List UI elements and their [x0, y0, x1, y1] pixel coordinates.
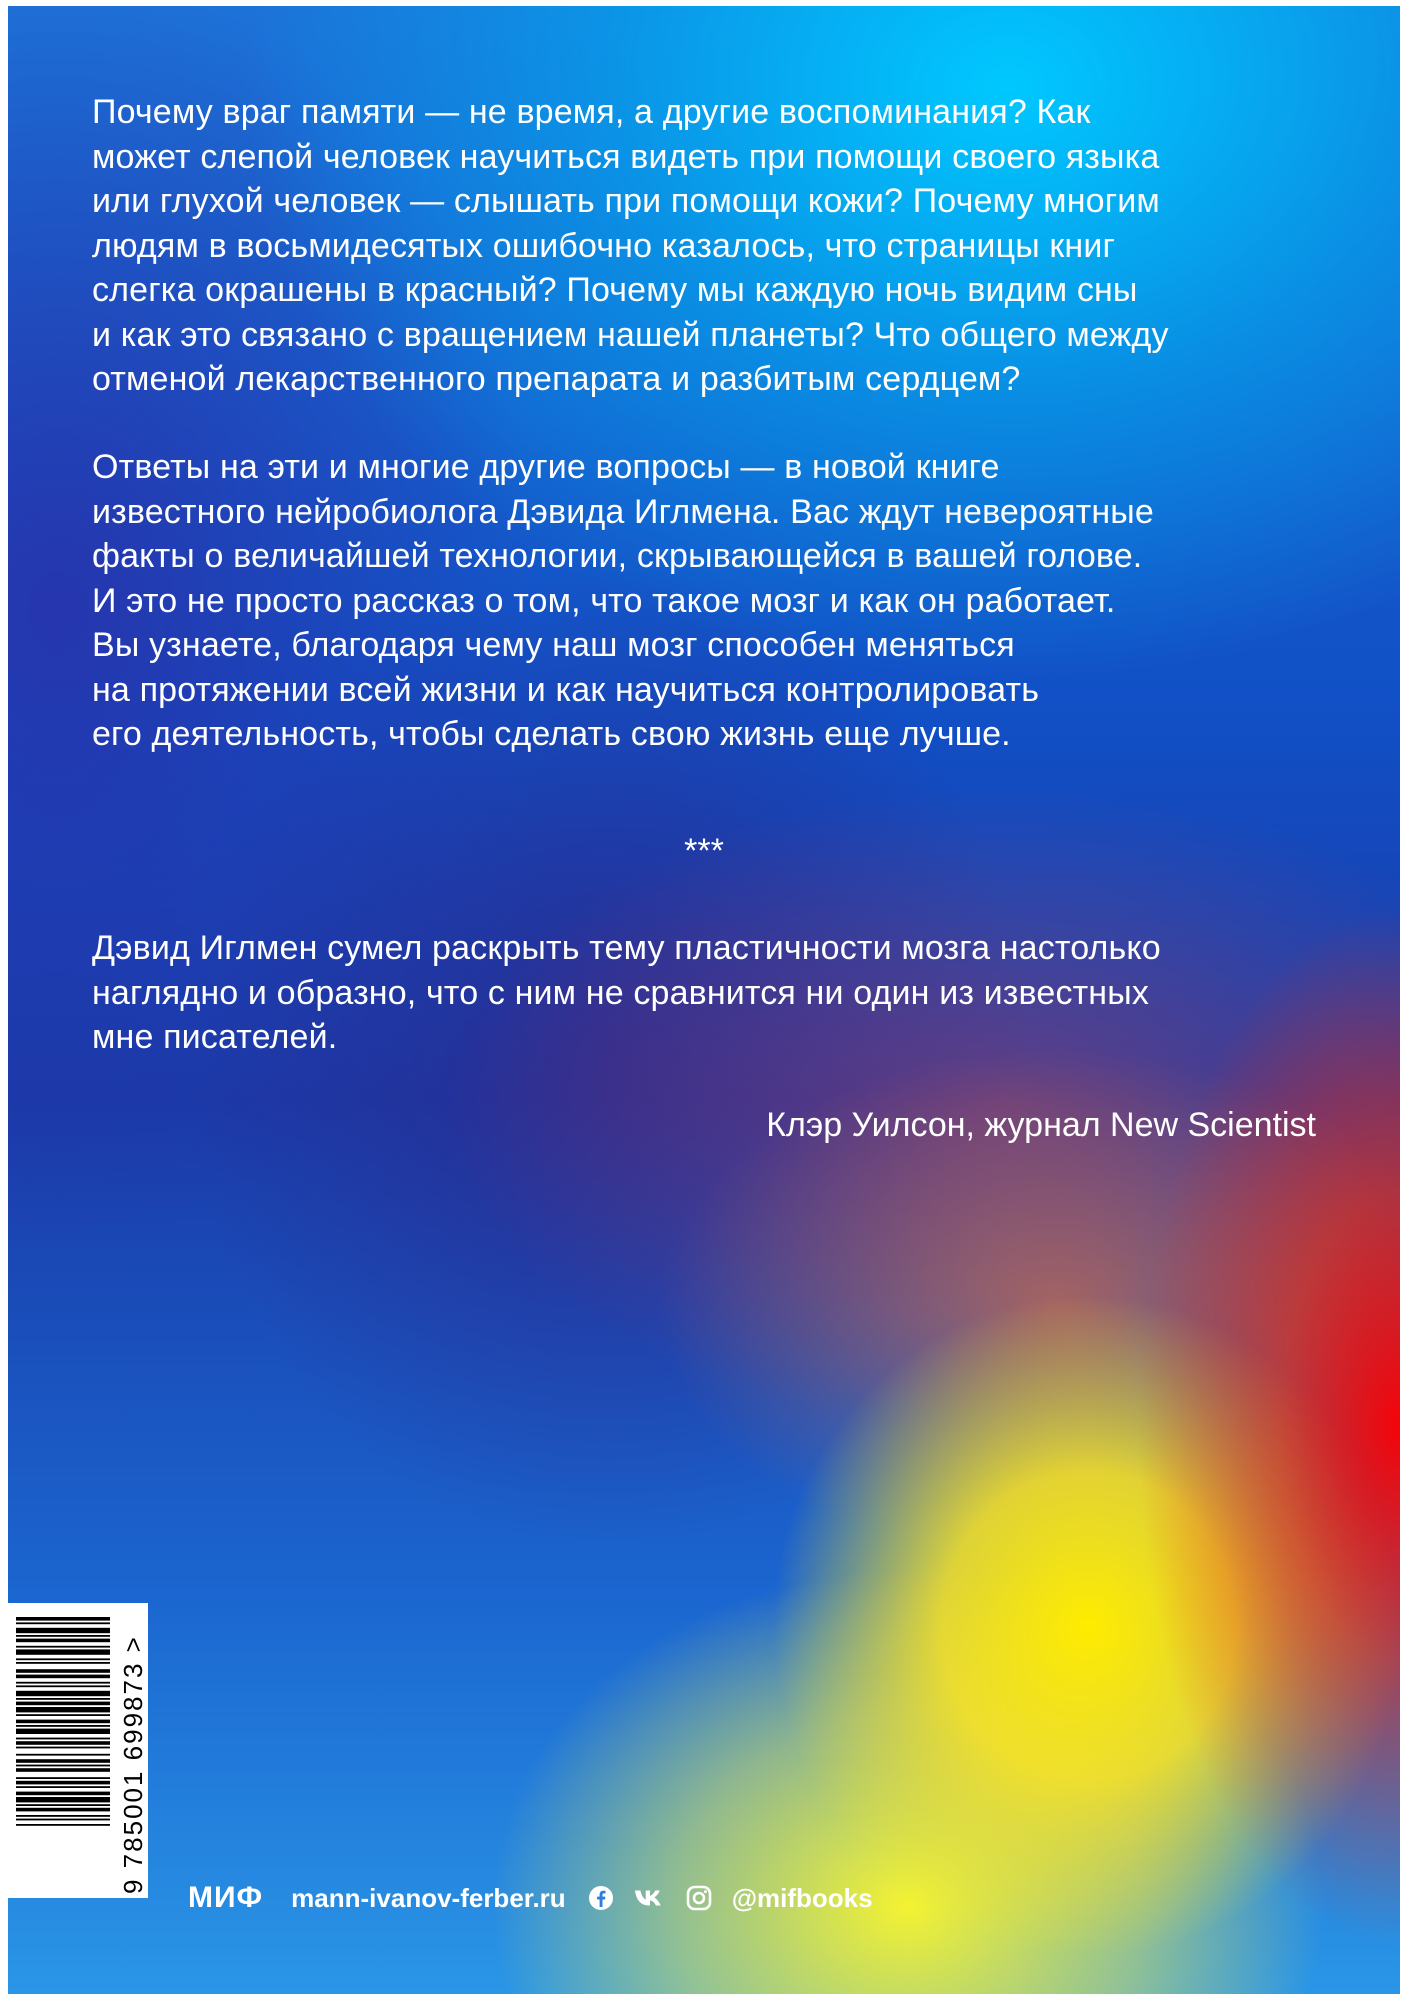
barcode-bar [16, 1622, 110, 1624]
text-line: Ответы на эти и многие другие вопросы — в новой книге [92, 448, 1000, 486]
vk-icon[interactable] [634, 1885, 666, 1911]
text-line: и как это связано с вращением нашей планеты? Что общего между [92, 315, 1169, 354]
facebook-icon[interactable] [588, 1885, 614, 1911]
section-separator: *** [684, 832, 724, 870]
barcode-bar [16, 1754, 110, 1756]
website-link[interactable]: mann-ivanov-ferber.ru [291, 1882, 566, 1913]
text-line: может слепой человек научиться видеть при помощи своего языка [92, 137, 1160, 176]
text-line: Дэвид Иглмен сумел раскрыть тему пластичности мозга настолько [92, 929, 1161, 967]
barcode-bar [16, 1729, 110, 1734]
text-line: или глухой человек — слышать при помощи кожи? Почему многим [92, 182, 1160, 220]
book-back-cover [8, 6, 1400, 1994]
barcode-bar [16, 1649, 110, 1654]
publisher-footer [188, 1878, 873, 1918]
text-line: мне писателей. [92, 1018, 338, 1056]
text-line: его деятельность, чтобы сделать свою жизнь еще лучше. [92, 715, 1011, 753]
barcode-bar [16, 1747, 110, 1749]
text-line: Почему враг памяти — не время, а другие воспоминания? Как [92, 93, 1091, 131]
barcode-bar [16, 1698, 110, 1700]
barcode-bar [16, 1720, 110, 1724]
publisher-logo: МИФ [188, 1881, 264, 1914]
barcode-bar [16, 1765, 110, 1767]
barcode-bar [16, 1669, 110, 1673]
text-line: известного нейробиолога Дэвида Иглмена. Вас ждут невероятные [92, 492, 1154, 531]
barcode-bar [16, 1646, 110, 1648]
barcode-bar [16, 1662, 110, 1664]
barcode-bar [16, 1691, 110, 1696]
barcode-bar [16, 1639, 110, 1643]
barcode-bar [16, 1781, 110, 1785]
social-handle[interactable]: @mifbooks [731, 1882, 873, 1913]
barcode-bar [16, 1707, 110, 1712]
review-quote [92, 926, 1322, 1060]
barcode-bar [16, 1797, 110, 1802]
barcode-bar [16, 1675, 110, 1679]
barcode-bar [16, 1786, 110, 1788]
barcode-bar [16, 1768, 110, 1772]
barcode-bar [16, 1617, 110, 1621]
barcode-bar [16, 1815, 110, 1817]
text-line: отменой лекарственного препарата и разбитым сердцем? [92, 360, 1021, 398]
barcode-bar [16, 1635, 110, 1637]
text-line: И это не просто рассказ о том, что такое мозг и как он работает. [92, 581, 1116, 620]
barcode-bar [16, 1808, 110, 1812]
barcode-bar [16, 1759, 110, 1763]
barcode-bar [16, 1658, 110, 1660]
instagram-icon[interactable] [686, 1885, 712, 1911]
barcode-bar [16, 1702, 110, 1706]
text-line: на протяжении всей жизни и как научиться контролировать [92, 670, 1040, 709]
barcode-bar [16, 1824, 110, 1826]
description-paragraph-1 [92, 90, 1322, 402]
barcode-bar [16, 1714, 110, 1716]
barcode-bar [16, 1738, 110, 1740]
barcode-bar [16, 1628, 110, 1633]
description-paragraph-2 [92, 445, 1322, 757]
text-line: людям в восьмидесятых ошибочно казалось, что страницы книг [92, 226, 1116, 265]
barcode-bar [16, 1725, 110, 1727]
barcode-bar [16, 1741, 110, 1745]
quote-attribution: Клэр Уилсон, журнал New Scientist [766, 1106, 1316, 1144]
barcode-bar [16, 1777, 110, 1779]
isbn-number: 9 785001 699873 > [118, 1635, 148, 1894]
barcode-bar [16, 1819, 110, 1821]
barcode-bar [16, 1682, 110, 1684]
text-line: слегка окрашены в красный? Почему мы каждую ночь видим сны [92, 271, 1138, 309]
text-line: факты о величайшей технологии, скрывающейся в вашей голове. [92, 537, 1143, 575]
barcode-bar [16, 1792, 110, 1796]
barcode-bar [16, 1685, 110, 1687]
barcode-bar [16, 1804, 110, 1806]
text-line: наглядно и образно, что с ним не сравнится ни один из известных [92, 973, 1149, 1012]
text-line: Вы узнаете, благодаря чему наш мозг способен меняться [92, 626, 1015, 664]
